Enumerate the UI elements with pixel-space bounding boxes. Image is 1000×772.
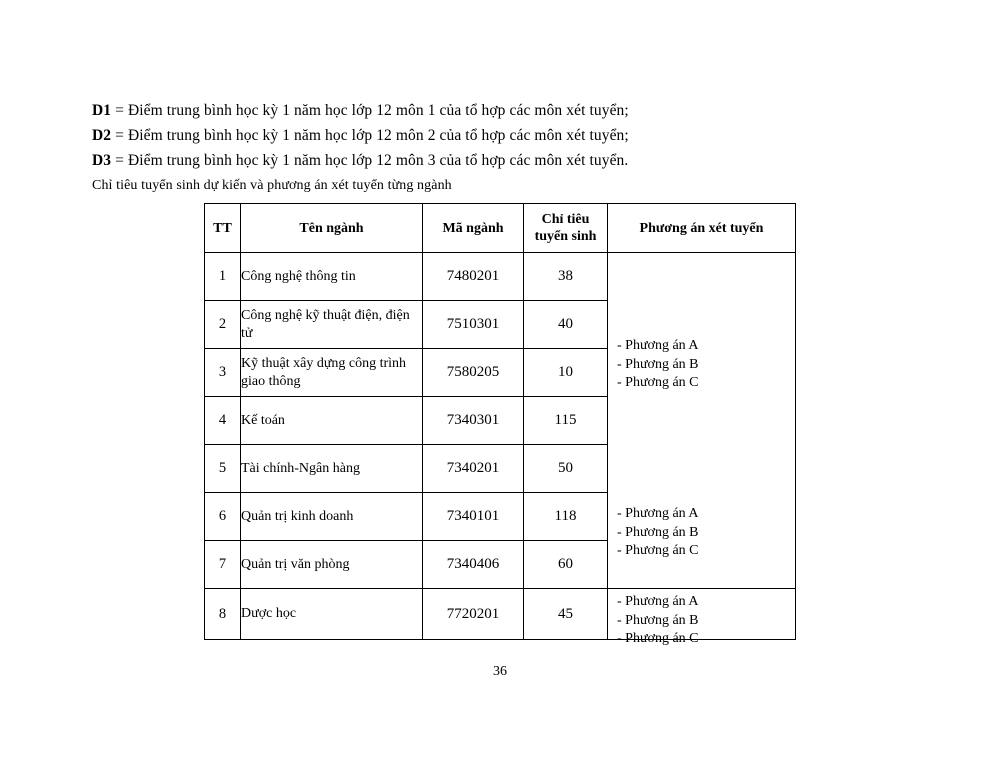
cell-code: 7340301	[423, 397, 524, 445]
cell-quota: 40	[524, 301, 608, 349]
cell-name: Kỹ thuật xây dựng công trình giao thông	[241, 349, 423, 397]
plan-option: - Phương án B	[617, 524, 699, 540]
cell-tt: 3	[205, 349, 241, 397]
section-subtitle: Chỉ tiêu tuyển sinh dự kiến và phương án xét tuyển từng ngành	[92, 178, 452, 193]
column-header-tt: TT	[205, 204, 241, 253]
definition-line-d3	[92, 148, 912, 173]
cell-quota: 60	[524, 541, 608, 589]
cell-quota: 50	[524, 445, 608, 493]
cell-name: Công nghệ kỹ thuật điện, điện tử	[241, 301, 423, 349]
definition-line-d1	[92, 98, 912, 123]
plan-text-block-2	[617, 505, 699, 561]
cell-tt: 1	[205, 253, 241, 301]
plan-option: - Phương án A	[617, 506, 699, 521]
cell-tt: 2	[205, 301, 241, 349]
table-header-row	[205, 204, 796, 253]
cell-quota: 115	[524, 397, 608, 445]
admissions-table	[204, 203, 796, 646]
cell-name: Quản trị kinh doanh	[241, 493, 423, 541]
column-header-quota	[524, 204, 608, 253]
cell-quota: 10	[524, 349, 608, 397]
definition-label-d2: D2	[92, 127, 112, 144]
cell-tt: 6	[205, 493, 241, 541]
cell-plan-group-2	[608, 589, 796, 646]
cell-tt: 7	[205, 541, 241, 589]
definition-label-d1: D1	[92, 102, 112, 119]
cell-name: Tài chính-Ngân hàng	[241, 445, 423, 493]
plan-option: - Phương án A	[617, 594, 699, 609]
cell-name: Công nghệ thông tin	[241, 253, 423, 301]
column-header-name: Tên ngành	[241, 204, 423, 253]
cell-code: 7480201	[423, 253, 524, 301]
definition-text-d1: = Điểm trung bình học kỳ 1 năm học lớp 12 môn 1 của tổ hợp các môn xét tuyển;	[115, 102, 629, 119]
column-header-plan: Phương án xét tuyển	[608, 204, 796, 253]
definition-label-d3: D3	[92, 152, 112, 169]
cell-code: 7340201	[423, 445, 524, 493]
cell-tt: 8	[205, 589, 241, 640]
cell-code: 7720201	[423, 589, 524, 640]
cell-code: 7510301	[423, 301, 524, 349]
page-number: 36	[493, 664, 507, 679]
plan-text-block-3	[617, 593, 699, 649]
definition-text-d3: = Điểm trung bình học kỳ 1 năm học lớp 12 môn 3 của tổ hợp các môn xét tuyển.	[115, 152, 629, 169]
cell-quota: 45	[524, 589, 608, 640]
plan-option: - Phương án B	[617, 612, 699, 628]
cell-code: 7340101	[423, 493, 524, 541]
column-header-code: Mã ngành	[423, 204, 524, 253]
table-row	[205, 589, 796, 640]
plan-option: - Phương án C	[617, 375, 699, 390]
cell-code: 7340406	[423, 541, 524, 589]
cell-tt: 5	[205, 445, 241, 493]
cell-quota: 38	[524, 253, 608, 301]
cell-plan-group-1	[608, 253, 796, 589]
column-header-quota-line1: Chỉ tiêu	[541, 212, 590, 227]
plan-text-block-1	[617, 337, 699, 393]
cell-code: 7580205	[423, 349, 524, 397]
column-header-quota-line2: tuyển sinh	[534, 229, 597, 244]
plan-option: - Phương án C	[617, 543, 699, 558]
cell-name: Kế toán	[241, 397, 423, 445]
plan-option: - Phương án B	[617, 356, 699, 372]
cell-quota: 118	[524, 493, 608, 541]
definition-line-d2	[92, 123, 912, 148]
plan-option: - Phương án A	[617, 338, 699, 353]
cell-tt: 4	[205, 397, 241, 445]
admissions-table-container	[204, 203, 795, 646]
cell-name: Dược học	[241, 589, 423, 640]
cell-name: Quản trị văn phòng	[241, 541, 423, 589]
definition-text-d2: = Điểm trung bình học kỳ 1 năm học lớp 12 môn 2 của tổ hợp các môn xét tuyển;	[115, 127, 629, 144]
plan-option: - Phương án C	[617, 631, 699, 646]
definitions-block	[92, 98, 912, 173]
table-row	[205, 253, 796, 301]
